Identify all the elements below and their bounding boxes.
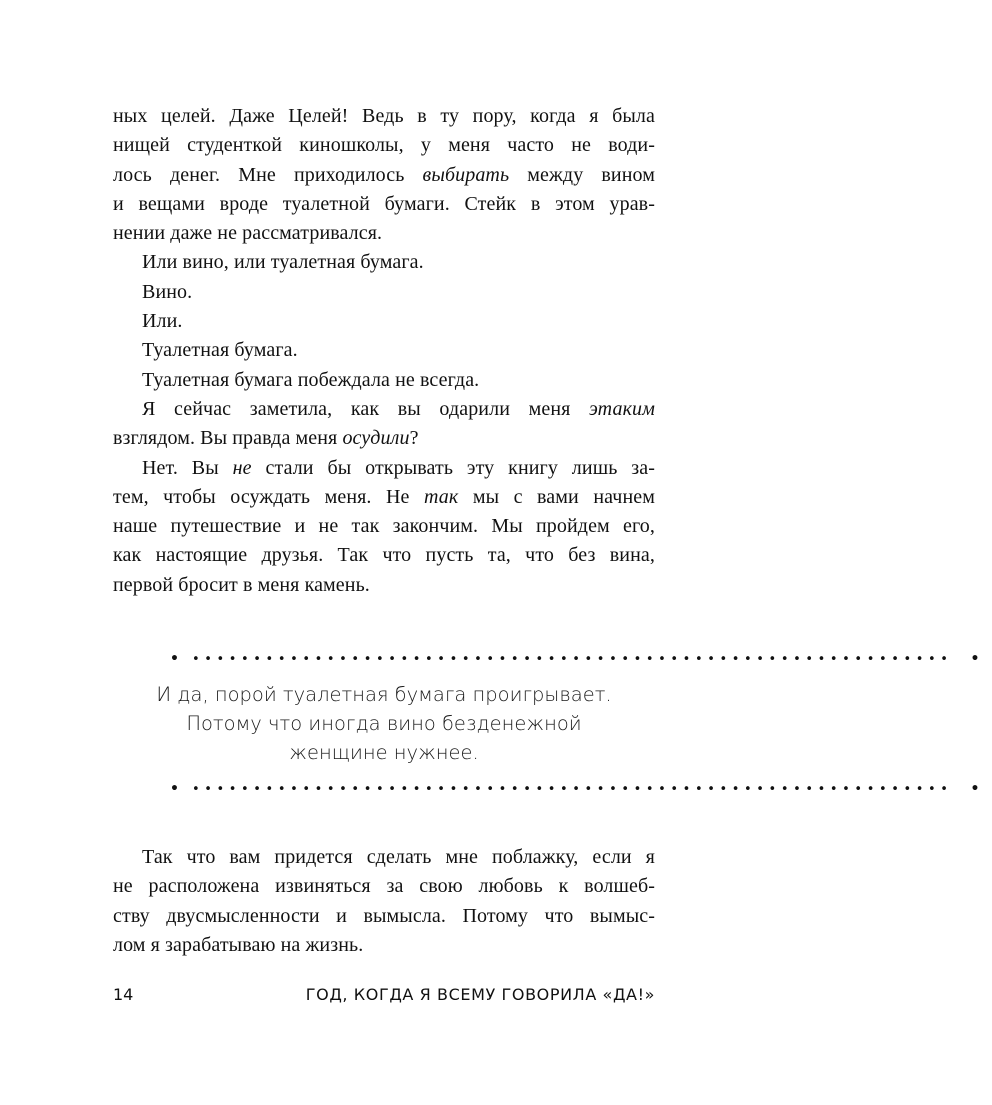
text-line: [113, 307, 655, 336]
text-line: [113, 843, 655, 872]
text-run: Или.: [142, 310, 183, 333]
text-line: [113, 278, 655, 307]
text-run: первой бросит в меня камень.: [113, 573, 370, 596]
text-line: [113, 102, 655, 131]
pullquote-top-rule: ••••••••••••••••••••••••••••••••••••••••••••••••••••••••••••••• •: [170, 651, 992, 667]
italic-text: так: [424, 485, 459, 508]
text-line: [113, 931, 655, 960]
pullquote-line: женщине нужнее.: [289, 741, 479, 764]
text-line: [113, 395, 655, 424]
italic-text: осудили: [342, 427, 410, 450]
page-footer: [113, 982, 655, 1008]
text-run: Нет. Вы: [142, 456, 233, 479]
text-line: [113, 219, 655, 248]
text-run: между вином: [509, 163, 655, 186]
text-run: взглядом. Вы правда меня: [113, 427, 343, 450]
text-run: Или вино, или туалетная бумага.: [142, 251, 424, 274]
text-line: [113, 454, 655, 483]
text-line: [113, 424, 655, 453]
text-line: [113, 571, 655, 600]
text-run: как настоящие друзья. Так что пусть та, что без вина,: [113, 544, 655, 567]
text-run: Туалетная бумага.: [142, 339, 298, 362]
italic-text: выбирать: [422, 163, 510, 186]
text-run: Так что вам придется сделать мне поблажку, если я: [142, 846, 655, 868]
pullquote-line: Потому что иногда вино безденежной: [186, 712, 582, 735]
text-run: ству двусмысленности и вымысла. Потому что вымыс-: [113, 904, 655, 927]
text-line: [113, 872, 655, 901]
text-line: [113, 336, 655, 365]
text-run: не расположена извиняться за свою любовь к волшеб-: [113, 875, 655, 898]
text-run: ных целей. Даже Целей! Ведь в ту пору, когда я была: [113, 105, 655, 127]
text-line: [113, 366, 655, 395]
italic-text: этаким: [589, 397, 655, 420]
pullquote-bottom-rule: ••••••••••••••••••••••••••••••••••••••••••••••••••••••••••••••• •: [170, 781, 992, 797]
running-head: ГОД, КОГДА Я ВСЕМУ ГОВОРИЛА «ДА!»: [305, 985, 655, 1004]
text-run: Вино.: [142, 280, 193, 303]
text-run: стали бы открывать эту книгу лишь за-: [251, 456, 656, 479]
pullquote-line: И да, порой туалетная бумага проигрывает.: [156, 683, 612, 706]
pullquote: [113, 680, 655, 767]
text-run: тем, чтобы осуждать меня. Не: [113, 485, 424, 508]
text-run: Я сейчас заметила, как вы одарили меня: [142, 397, 590, 420]
text-run: Туалетная бумага побеждала не всегда.: [142, 368, 480, 391]
text-line: [113, 483, 655, 512]
text-run: наше путешествие и не так закончим. Мы пройдем его,: [113, 515, 655, 538]
text-line: [113, 902, 655, 931]
page-number: 14: [113, 985, 134, 1004]
text-line: [113, 512, 655, 541]
text-line: [113, 248, 655, 277]
text-run: и вещами вроде туалетной бумаги. Стейк в этом урав-: [113, 192, 655, 215]
text-line: [113, 161, 655, 190]
body-text-top: [113, 102, 655, 600]
body-text-bottom: [113, 843, 655, 960]
text-run: нении даже не рассматривался.: [113, 222, 383, 245]
text-run: нищей студенткой киношколы, у меня часто не води-: [113, 134, 655, 157]
text-run: лом я зарабатываю на жизнь.: [113, 933, 364, 956]
italic-text: не: [232, 456, 252, 479]
text-run: ?: [409, 427, 419, 450]
text-run: лось денег. Мне приходилось: [113, 163, 423, 186]
text-line: [113, 190, 655, 219]
text-line: [113, 541, 655, 570]
text-line: [113, 131, 655, 160]
text-run: мы с вами начнем: [458, 485, 655, 508]
